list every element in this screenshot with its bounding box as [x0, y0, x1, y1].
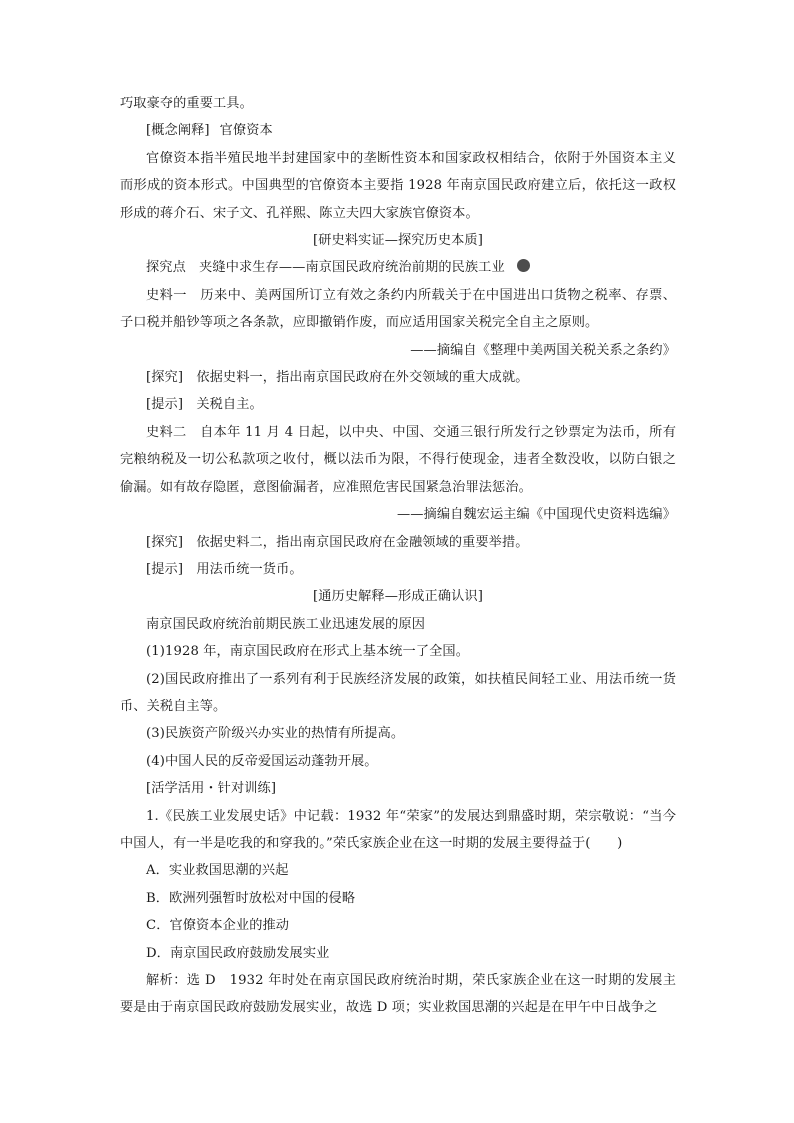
- option-d: D．南京国民政府鼓励发展实业: [146, 945, 330, 961]
- analysis: 解析：选 D 1932 年时处在南京国民政府统治时期，荣氏家族企业在这一时期的发展主要是由于南京国民政府鼓励发展实业，故选 D 项；实业救国思潮的兴起是在甲午中日战争之: [120, 973, 676, 1016]
- reason-1: (1)1928 年，南京国民政府在形式上基本统一了全国。: [146, 644, 469, 660]
- explore-point: [120, 254, 676, 281]
- source-one-citation: ——摘编自《整理中美两国关税关系之条约》: [410, 342, 676, 358]
- practice-heading: [活学活用・针对训练]: [146, 781, 277, 797]
- concept-heading: [120, 117, 676, 144]
- concept-tag: [概念阐释]: [146, 123, 210, 139]
- reason-2: (2)国民政府推出了一系列有利于民族经济发展的政策，如扶植民间轻工业、用法币统一货币、关税自主等。: [120, 671, 676, 714]
- option-c: C．官僚资本企业的推动: [146, 918, 290, 934]
- bullet-dot-icon: [517, 259, 530, 272]
- explore-point-text: 探究点 夹缝中求生存——南京国民政府统治前期的民族工业: [146, 260, 505, 276]
- reasons-title: 南京国民政府统治前期民族工业迅速发展的原因: [146, 616, 426, 632]
- reason-4: (4)中国人民的反帝爱国运动蓬勃开展。: [146, 753, 378, 769]
- concept-name: 官僚资本: [219, 123, 273, 139]
- source-one: 史料一 历来中、美两国所订立有效之条约内所载关于在中国进出口货物之税率、存票、子口税并船钞等项之各条款，应即撤销作废，而应适用国家关税完全自主之原则。: [120, 287, 676, 331]
- question-1: 1.《民族工业发展史话》中记载：1932 年“荣家”的发展达到鼎盛时期，荣宗敬说：“当今中国人，有一半是吃我的和穿我的。”荣氏家族企业在这一时期的发展主要得益于( ): [120, 808, 676, 851]
- reason-3: (3)民族资产阶级兴办实业的热情有所提高。: [146, 726, 405, 742]
- intro-line: 巧取豪夺的重要工具。: [120, 96, 253, 111]
- explore-one: [探究] 依据史料一，指出南京国民政府在外交领域的重大成就。: [146, 370, 529, 386]
- explore-two: [探究] 依据史料二，指出南京国民政府在金融领域的重要举措。: [146, 534, 529, 550]
- source-two: 史料二 自本年 11 月 4 日起，以中央、中国、交通三银行所发行之钞票定为法币，所有完粮纳税及一切公私款项之收付，概以法币为限，不得行使现金，违者全数没收，以防白银之偷漏。如有故存隐匿，意图偷漏者，应准照危害民国紧急治罪法惩治。: [120, 424, 676, 495]
- option-a: A．实业救国思潮的兴起: [146, 863, 289, 879]
- hint-one: [提示] 关税自主。: [146, 397, 263, 413]
- section-heading-sources: [研史料实证—探究历史本质]: [313, 233, 483, 249]
- document-page: [120, 90, 676, 1022]
- source-two-citation: ——摘编自魏宏运主编《中国现代史资料选编》: [396, 507, 676, 523]
- option-b: B．欧洲列强暂时放松对中国的侵略: [146, 890, 356, 906]
- concept-body: 官僚资本指半殖民地半封建国家中的垄断性资本和国家政权相结合，依附于外国资本主义而形成的资本形式。中国典型的官僚资本主要指 1928 年南京国民政府建立后，依托这一政权形成的蒋介石、宋子文、孔祥熙、陈立夫四大家族官僚资本。: [120, 150, 676, 221]
- hint-two: [提示] 用法币统一货币。: [146, 561, 303, 577]
- section-heading-interpretation: [通历史解释—形成正确认识]: [313, 589, 483, 605]
